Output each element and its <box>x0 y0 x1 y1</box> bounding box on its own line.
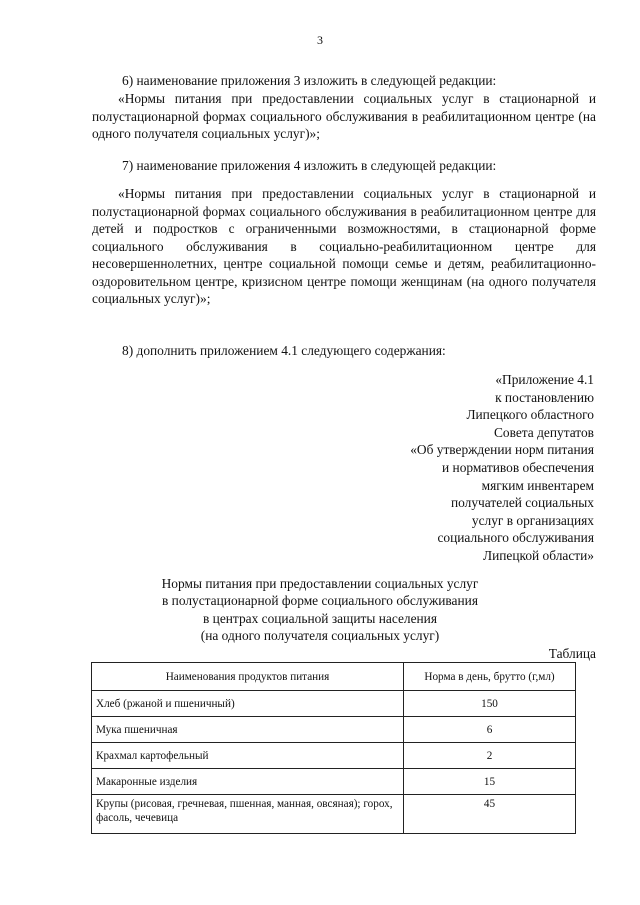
product-name-cell: Макаронные изделия <box>92 769 404 795</box>
title-line: в центрах социальной защиты населения <box>202 610 438 626</box>
appendix-line: услуг в организациях <box>471 512 594 528</box>
appendix-line: получателей социальных <box>450 495 594 511</box>
product-name-cell: Хлеб (ржаной и пшеничный) <box>92 691 404 717</box>
appendix-line: «Об утверждении норм питания <box>410 442 594 458</box>
norm-value-cell: 45 <box>404 795 576 834</box>
appendix-line: мягким инвентарем <box>481 477 594 493</box>
appendix-line: Липецкого областного <box>466 407 594 423</box>
table-label: Таблица <box>548 646 596 661</box>
norm-value-cell: 6 <box>404 717 576 743</box>
table-row <box>92 743 576 769</box>
appendix-line: к постановлению <box>495 389 594 405</box>
appendix-line: и нормативов обеспечения <box>442 459 594 475</box>
title-line: в полустационарной форме социального обслуживания <box>161 593 478 609</box>
table-row <box>92 769 576 795</box>
table-row <box>92 795 576 834</box>
norm-value-cell: 2 <box>404 743 576 769</box>
item-7-text: «Нормы питания при предоставлении социальных услуг в стационарной и полустационарной формах социального обслуживания в реабилитационном центре для детей и подростков с ограниченными возможностями, в стационарной форме социального обслуживания в социально-реабилитационном центре для несовершеннолетних, центре социальной помощи семье и детям, реабилитационно-оздоровительном центре, кризисном центре помощи женщинам (на одного получателя социальных услуг)»; <box>92 186 596 306</box>
document-title <box>0 575 640 644</box>
product-name-cell: Крахмал картофельный <box>92 743 404 769</box>
item-6-heading: 6) наименование приложения 3 изложить в следующей редакции: <box>122 73 497 88</box>
item-8-heading: 8) дополнить приложением 4.1 следующего содержания: <box>122 343 446 358</box>
page-number: 3 <box>317 33 323 47</box>
appendix-line: Липецкой области» <box>482 547 594 563</box>
appendix-line: «Приложение 4.1 <box>495 372 594 387</box>
product-name-cell: Крупы (рисовая, гречневая, пшенная, манная, овсяная); горох, фасоль, чечевица <box>92 795 404 834</box>
title-line: Нормы питания при предоставлении социальных услуг <box>161 576 479 591</box>
norm-value-cell: 15 <box>404 769 576 795</box>
table-header-row <box>92 663 576 691</box>
product-name-cell: Мука пшеничная <box>92 717 404 743</box>
appendix-line: социального обслуживания <box>437 530 594 546</box>
title-line: (на одного получателя социальных услуг) <box>200 627 440 643</box>
column-header-norm: Норма в день, брутто (г,мл) <box>404 663 576 691</box>
table-row <box>92 691 576 717</box>
item-7-heading: 7) наименование приложения 4 изложить в следующей редакции: <box>122 158 497 173</box>
appendix-line: Совета депутатов <box>493 424 594 440</box>
column-header-product: Наименования продуктов питания <box>92 663 404 691</box>
table-row <box>92 717 576 743</box>
nutrition-table <box>91 662 576 834</box>
item-6-text: «Нормы питания при предоставлении социальных услуг в стационарной и полустационарной формах социального обслуживания в реабилитационном центре (на одного получателя социальных услуг)»; <box>92 91 596 141</box>
norm-value-cell: 150 <box>404 691 576 717</box>
appendix-header <box>314 371 594 565</box>
